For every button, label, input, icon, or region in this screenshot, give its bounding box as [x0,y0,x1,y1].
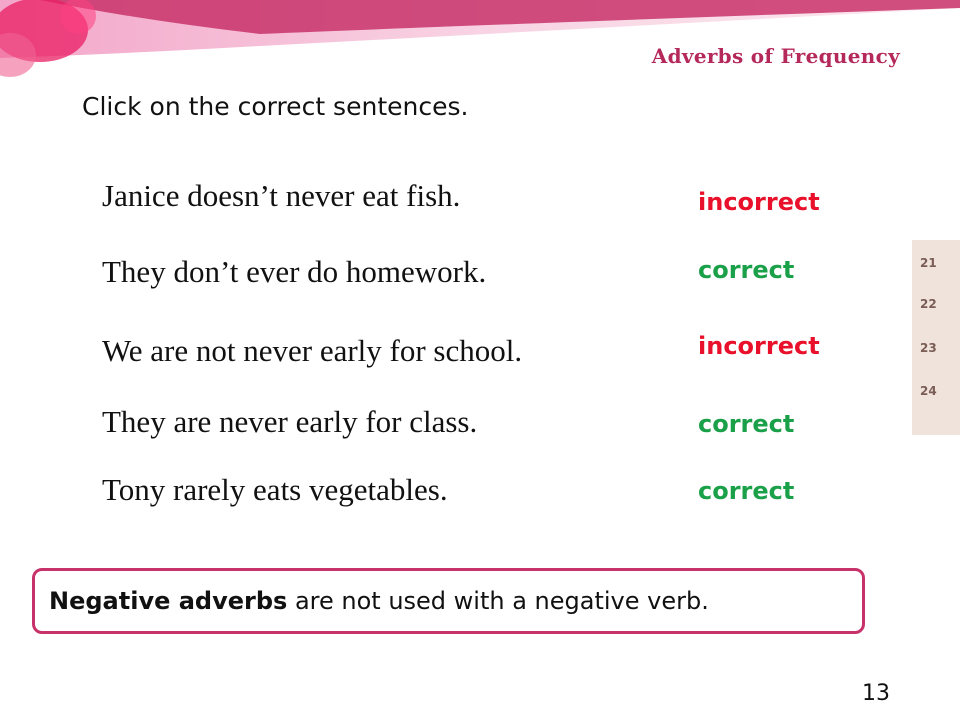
instruction-text: Click on the correct sentences. [82,92,469,121]
sentence-option-2[interactable]: They don’t ever do homework. [102,254,487,289]
verdict-label-4: correct [698,410,795,438]
verdict-label-5: correct [698,477,795,505]
verdict-label-3: incorrect [698,332,820,360]
header-decoration [0,0,960,80]
page-number: 13 [862,681,890,706]
header-title: Adverbs of Frequency [651,44,900,68]
verdict-label-1: incorrect [698,188,820,216]
rule-note-bold: Negative adverbs [49,587,288,615]
page-tab-22[interactable]: 22 [920,297,937,311]
page-tab-21[interactable]: 21 [920,256,937,270]
sentence-option-3[interactable]: We are not never early for school. [102,333,523,368]
sentence-option-4[interactable]: They are never early for class. [102,404,478,439]
rule-note-rest: are not used with a negative verb. [287,587,709,615]
sentence-option-1[interactable]: Janice doesn’t never eat fish. [102,178,461,213]
sentence-option-5[interactable]: Tony rarely eats vegetables. [102,472,448,507]
verdict-label-2: correct [698,256,795,284]
rule-note-text [49,587,709,615]
page-tab-23[interactable]: 23 [920,341,937,355]
page-tab-24[interactable]: 24 [920,384,937,398]
rule-note-box [32,568,865,634]
